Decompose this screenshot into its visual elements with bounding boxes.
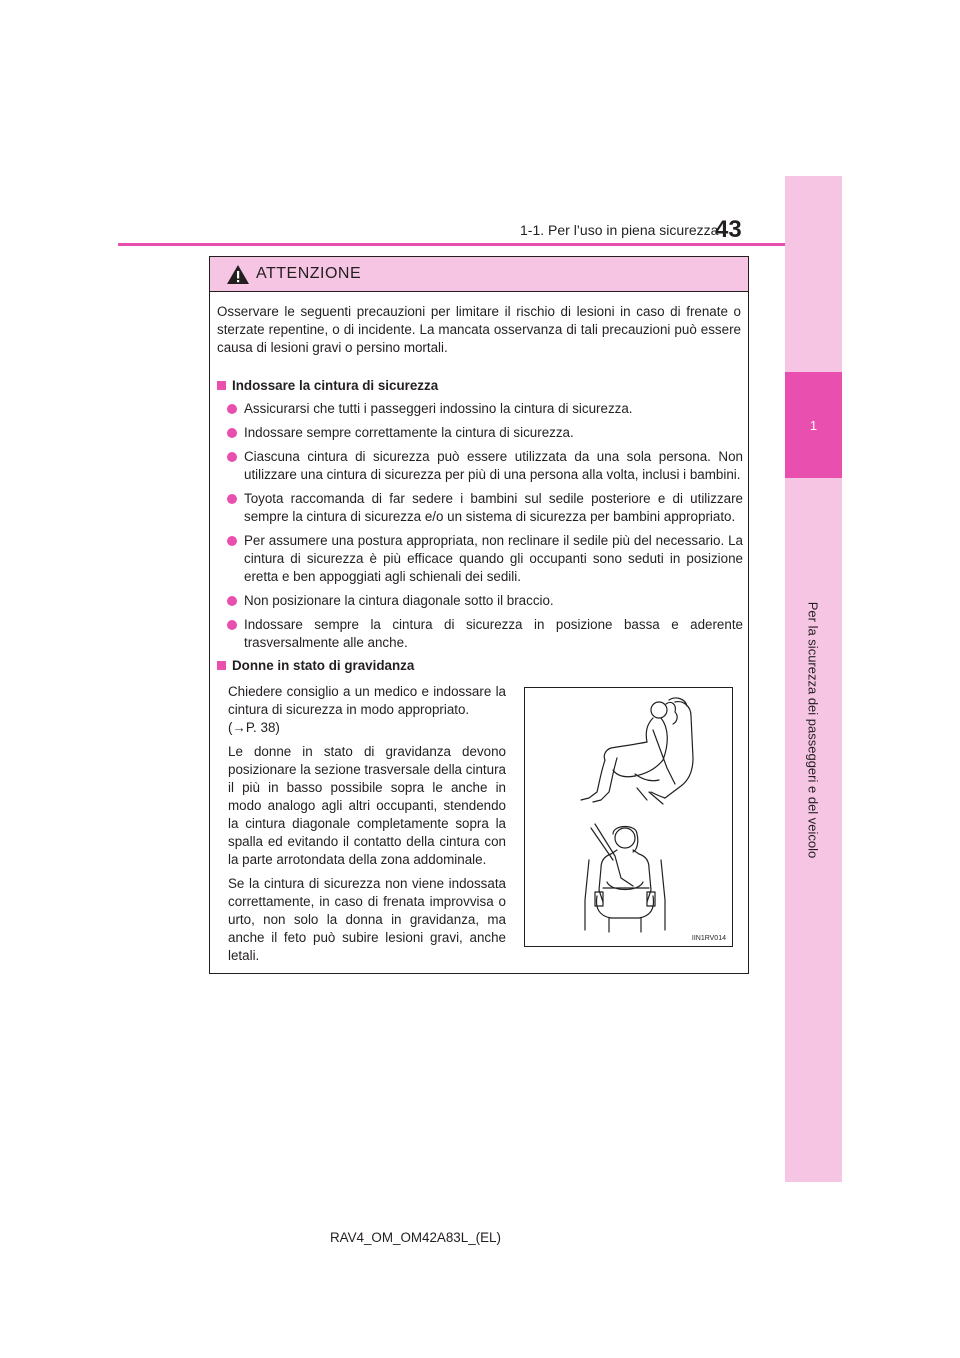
bullet-dot-icon	[227, 596, 237, 606]
bullet-dot-icon	[227, 494, 237, 504]
pregnancy-text-1: Chiedere consiglio a un medico e indossare la cintura di sicurezza in modo appropriato.	[228, 684, 506, 717]
bullet-dot-icon	[227, 404, 237, 414]
warning-intro: Osservare le seguenti precauzioni per limitare il rischio di lesioni in caso di frenate o sterzate repentine, o di incidente. La mancata osservanza di tali precauzioni può essere causa di lesioni gravi o persino mortali.	[217, 304, 741, 355]
warning-header	[210, 257, 748, 292]
list-item-text: Indossare sempre la cintura di sicurezza in posizione bassa e aderente trasversalmente alle anche.	[244, 617, 743, 650]
page-number: 43	[715, 216, 742, 243]
list-item	[227, 424, 743, 442]
warning-triangle-icon	[226, 264, 250, 285]
list-item	[227, 532, 743, 586]
pregnancy-paragraph-2: Le donne in stato di gravidanza devono posizionare la sezione trasversale della cintura il più in basso possibile sopra le anche in modo analogo agli altri occupanti, stendendo la cintura diagonale completamente sopra la spalla ed evitando il contatto della cintura con la parte arrotondata della zona addominale.	[228, 744, 506, 867]
list-item-text: Indossare sempre correttamente la cintura di sicurezza.	[244, 425, 574, 440]
list-item-text: Non posizionare la cintura diagonale sotto il braccio.	[244, 593, 554, 608]
list-item	[227, 448, 743, 484]
section-heading-text: Indossare la cintura di sicurezza	[232, 378, 439, 393]
footer-document-code: RAV4_OM_OM42A83L_(EL)	[330, 1230, 501, 1245]
list-item	[227, 490, 743, 526]
section-heading-seatbelt	[217, 377, 438, 395]
page-reference: (→P. 38)	[228, 720, 280, 735]
list-item	[227, 616, 743, 652]
pregnancy-paragraph-3: Se la cintura di sicurezza non viene indossata correttamente, in caso di frenata improvvisa o urto, non solo la donna in gravidanza, ma anche il feto può subire lesioni gravi, anche letali.	[228, 876, 506, 963]
pregnancy-paragraph-1	[228, 683, 506, 737]
pregnancy-seatbelt-illustration	[524, 687, 733, 947]
list-item-text: Ciascuna cintura di sicurezza può essere utilizzata da una sola persona. Non utilizzare una cintura di sicurezza per più di una persona alla volta, inclusi i bambini.	[244, 449, 743, 482]
chapter-number: 1	[809, 418, 818, 433]
list-item	[227, 592, 743, 610]
bullet-dot-icon	[227, 428, 237, 438]
figure-code: IIN1RV014	[691, 935, 726, 942]
square-bullet-icon	[217, 661, 226, 670]
bullet-dot-icon	[227, 452, 237, 462]
section-heading-text: Donne in stato di gravidanza	[232, 658, 415, 673]
warning-title: ATTENZIONE	[256, 265, 362, 282]
bullet-dot-icon	[227, 536, 237, 546]
list-item-text: Toyota raccomanda di far sedere i bambini sul sedile posteriore e di utilizzare sempre la cintura di sicurezza e/o un sistema di sicurezza per bambini appropriato.	[244, 491, 743, 524]
chapter-label: Per la sicurezza dei passeggeri e del veicolo	[805, 601, 821, 859]
list-item-text: Assicurarsi che tutti i passeggeri indossino la cintura di sicurezza.	[244, 401, 633, 416]
header-rule	[118, 243, 785, 246]
seated-side-view-figure	[525, 688, 732, 813]
list-item-text: Per assumere una postura appropriata, non reclinare il sedile più del necessario. La cintura di sicurezza è più efficace quando gli occupanti sono seduti in posizione eretta e ben appoggiati agli schienali dei sedili.	[244, 533, 743, 584]
square-bullet-icon	[217, 381, 226, 390]
section-title: 1-1. Per l’uso in piena sicurezza	[520, 222, 719, 238]
seated-front-view-figure	[525, 820, 732, 940]
warning-box	[209, 256, 749, 974]
section-heading-pregnancy	[217, 657, 414, 675]
bullet-dot-icon	[227, 620, 237, 630]
list-item	[227, 400, 743, 418]
